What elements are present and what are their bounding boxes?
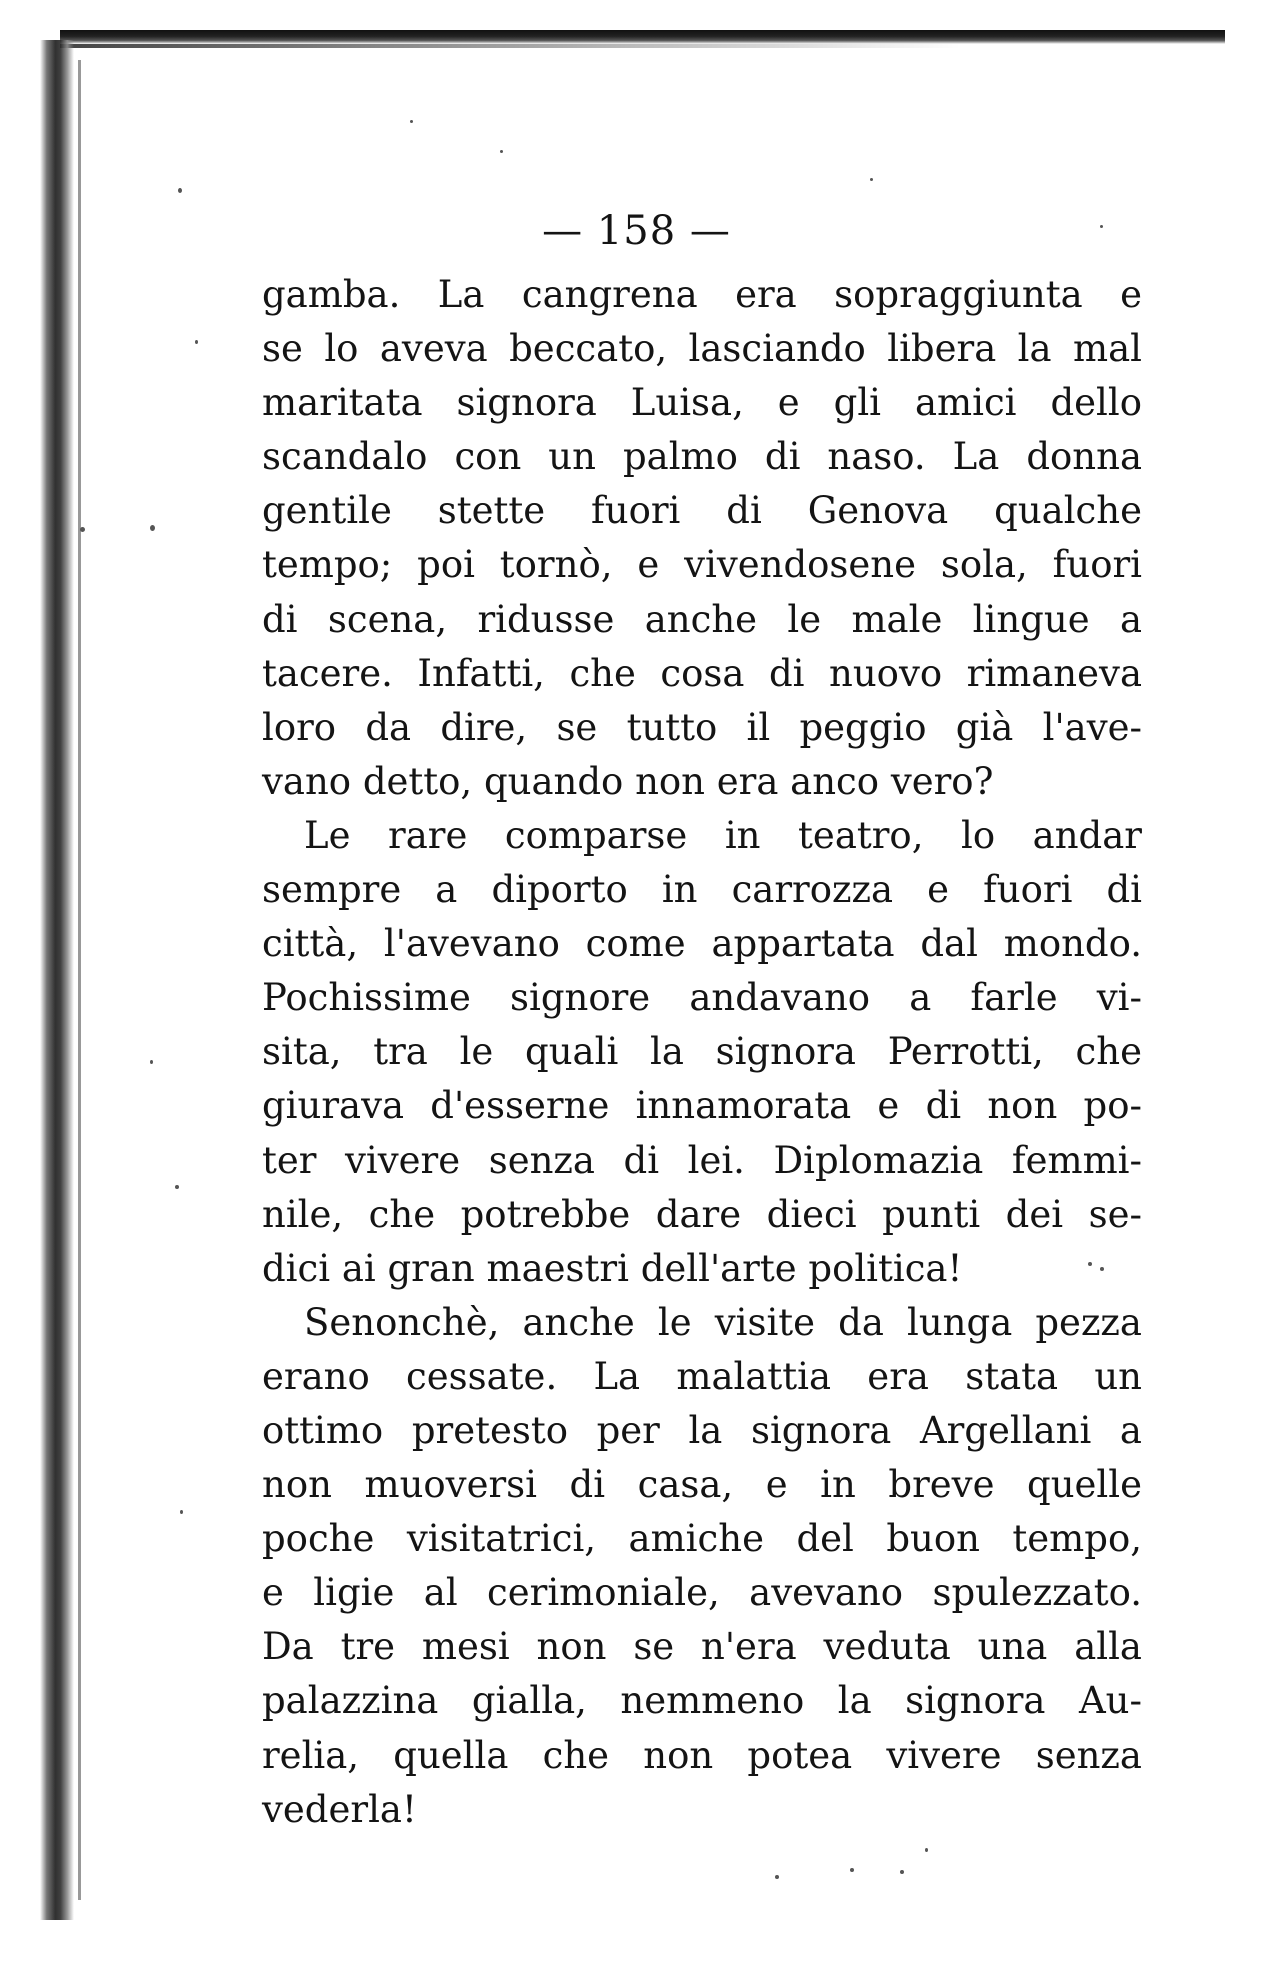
text-line: Senonchè, anche le visite da lunga pezza: [304, 1300, 1142, 1344]
text-line: città, l'avevano come appartata dal mondo.: [262, 922, 1142, 966]
text-line: gamba. La cangrena era sopraggiunta e: [262, 273, 1142, 316]
text-line: scandalo con un palmo di naso. La donna: [262, 435, 1142, 479]
scan-speck: [80, 527, 85, 532]
scan-speck: [150, 525, 155, 531]
text-line: e ligie al cerimoniale, avevano spulezzato.: [262, 1571, 1142, 1615]
text-line: sita, tra le quali la signora Perrotti, che: [262, 1030, 1142, 1074]
scan-speck: [925, 1848, 928, 1852]
text-line: tempo; poi tornò, e vivendosene sola, fuori: [262, 543, 1142, 587]
text-line: relia, quella che non potea vivere senza: [262, 1733, 1142, 1777]
text-line: giurava d'esserne innamorata e di non po-: [262, 1084, 1142, 1128]
scan-speck: [150, 1060, 153, 1064]
paragraph-1: [262, 268, 1142, 809]
text-line: non muoversi di casa, e in breve quelle: [262, 1463, 1142, 1507]
text-line: nile, che potrebbe dare dieci punti dei se-: [262, 1192, 1142, 1236]
scan-speck: [180, 1510, 183, 1514]
text-line: se lo aveva beccato, lasciando libera la mal: [262, 327, 1142, 371]
text-line: gentile stette fuori di Genova qualche: [262, 489, 1142, 533]
scan-binding-edge: [40, 40, 74, 1920]
page-number-header: — 158 —: [542, 208, 731, 254]
scan-binding-line: [78, 60, 81, 1900]
text-line: tacere. Infatti, che cosa di nuovo rimaneva: [262, 651, 1142, 695]
text-line: maritata signora Luisa, e gli amici dello: [262, 381, 1142, 425]
scan-speck: [195, 340, 198, 344]
scan-speck: [900, 1870, 904, 1874]
text-line: Pochissime signore andavano a farle vi-: [262, 976, 1142, 1020]
text-line: dici ai gran maestri dell'arte politica!: [262, 1246, 963, 1290]
text-line: ter vivere senza di lei. Diplomazia femmi-: [262, 1138, 1142, 1182]
paragraph-2: [262, 809, 1142, 1296]
page-body: [262, 268, 1142, 1837]
text-line: sempre a diporto in carrozza e fuori di: [262, 868, 1142, 912]
text-line: Da tre mesi non se n'era veduta una alla: [262, 1625, 1142, 1669]
text-line: vano detto, quando non era anco vero?: [262, 759, 994, 803]
scan-speck: [775, 1875, 779, 1879]
text-line: palazzina gialla, nemmeno la signora Au-: [262, 1679, 1142, 1723]
scan-speck: [410, 120, 413, 123]
scan-speck: [850, 1868, 854, 1872]
scan-speck: [870, 178, 873, 181]
text-line: ottimo pretesto per la signora Argellani a: [262, 1408, 1142, 1452]
text-line: vederla!: [262, 1787, 417, 1831]
scan-speck: [175, 1185, 179, 1189]
scan-speck: [500, 150, 503, 153]
scan-speck: [178, 188, 182, 193]
text-line: di scena, ridusse anche le male lingue a: [262, 597, 1142, 641]
text-line: Le rare comparse in teatro, lo andar: [304, 813, 1142, 857]
scan-top-edge: [60, 30, 1225, 44]
scan-top-shadow: [60, 44, 960, 48]
text-line: poche visitatrici, amiche del buon tempo,: [262, 1517, 1142, 1561]
text-line: loro da dire, se tutto il peggio già l'ave-: [262, 705, 1142, 749]
text-line: erano cessate. La malattia era stata un: [262, 1354, 1142, 1398]
paragraph-3: [262, 1296, 1142, 1837]
